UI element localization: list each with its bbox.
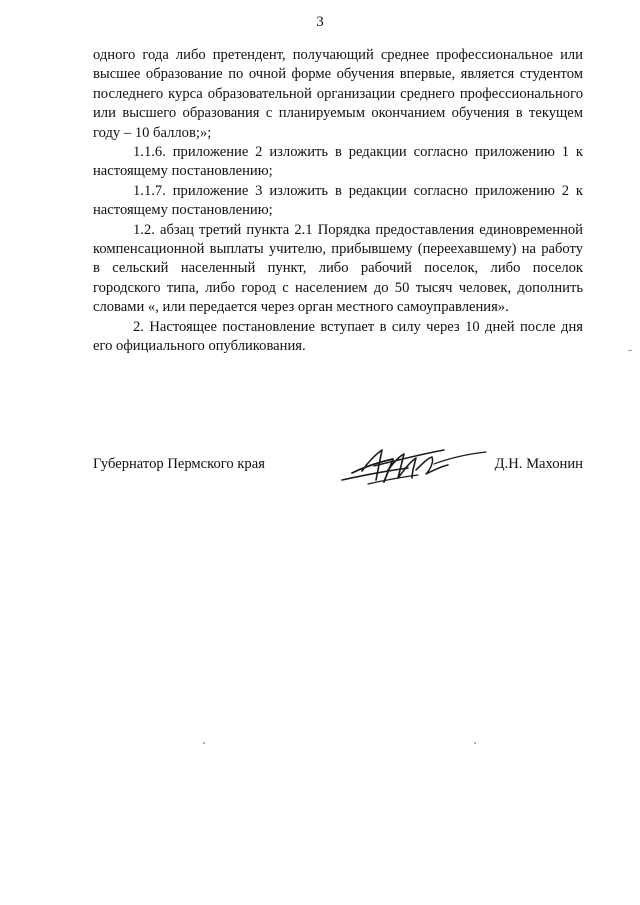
paragraph-1-1-6: 1.1.6. приложение 2 изложить в редакции согласно приложению 1 к настоящему постановлению;: [93, 144, 583, 180]
document-body: [93, 46, 583, 357]
paragraph-2: 2. Настоящее постановление вступает в силу через 10 дней после дня его официального опубликования.: [93, 318, 583, 355]
signature-block: [93, 440, 583, 500]
paragraph-continuation: одного года либо претендент, получающий среднее профессиональное или высшее образование по очной форме обучения впервые, является студентом последнего курса образовательной организации среднего профессионального или высшего образования с планируемым окончанием обучения в текущем году – 10 баллов;»;: [93, 47, 583, 141]
scan-artifact: [474, 742, 476, 744]
handwritten-signature: [338, 440, 488, 490]
scan-artifact: [628, 350, 632, 351]
paragraph-1-1-7: 1.1.7. приложение 3 изложить в редакции согласно приложению 2 к настоящему постановлению;: [93, 182, 583, 219]
scan-artifact: [203, 742, 205, 744]
signer-name: Д.Н. Махонин: [494, 456, 583, 472]
signer-title: Губернатор Пермского края: [93, 456, 265, 472]
paragraph-1-2: 1.2. абзац третий пункта 2.1 Порядка предоставления единовременной компенсационной выплаты учителю, прибывшему (переехавшему) на работу в сельский населенный пункт, либо рабочий поселок, либо поселок городского типа, либо город с населением до 50 тысяч человек, дополнить словами «, или передается через орган местного самоуправления».: [93, 221, 583, 316]
page-number: 3: [316, 14, 324, 30]
